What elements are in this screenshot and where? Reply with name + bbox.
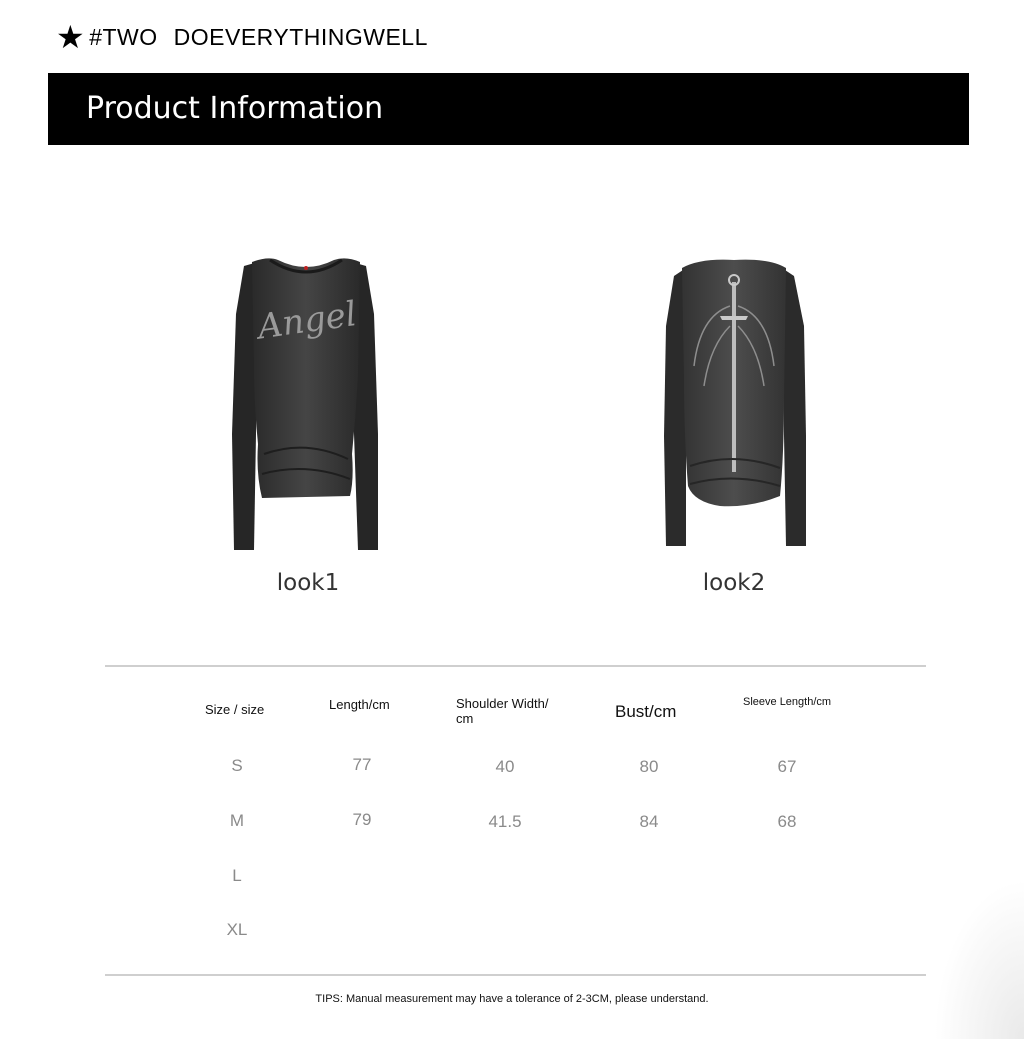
table-top-divider xyxy=(105,665,926,667)
look1-caption: look1 xyxy=(276,570,340,596)
corner-shade xyxy=(934,879,1024,1039)
header-sleeve: Sleeve Length/cm xyxy=(743,696,832,708)
brand-hashtag: #TWO xyxy=(89,23,158,50)
tips-note: TIPS: Manual measurement may have a tolerance of 2-3CM, please understand. xyxy=(315,993,709,1005)
banner-title: Product Information xyxy=(86,91,384,126)
brand-line xyxy=(56,20,428,54)
table-row-m-sleeve: 68 xyxy=(777,812,797,831)
table-row-s-length: 77 xyxy=(352,755,372,774)
table-row-m-shoulder: 41.5 xyxy=(488,812,522,831)
table-row-s-size: S xyxy=(231,756,243,775)
product-info-banner xyxy=(48,73,969,145)
brand-slogan: DOEVERYTHINGWELL xyxy=(173,23,428,50)
header-length: Length/cm xyxy=(329,697,390,712)
table-row-m-length: 79 xyxy=(352,810,372,829)
table-row-s-bust: 80 xyxy=(639,757,659,776)
look2-image xyxy=(660,256,810,551)
look1-image xyxy=(228,254,383,554)
table-row-m-bust: 84 xyxy=(639,812,659,831)
svg-text:Angel: Angel xyxy=(255,294,360,348)
table-row-m-size: M xyxy=(229,811,245,830)
table-row-s-sleeve: 67 xyxy=(777,757,797,776)
header-shoulder: Shoulder Width/ cm xyxy=(456,696,549,726)
table-row-l-size: L xyxy=(232,866,242,885)
table-bottom-divider xyxy=(105,974,926,976)
look2-caption: look2 xyxy=(702,570,766,596)
table-row-xl-size: XL xyxy=(226,920,248,939)
star-icon: ★ xyxy=(56,19,86,55)
table-row-s-shoulder: 40 xyxy=(495,757,515,776)
header-bust: Bust/cm xyxy=(615,702,677,721)
header-size: Size / size xyxy=(205,702,265,717)
